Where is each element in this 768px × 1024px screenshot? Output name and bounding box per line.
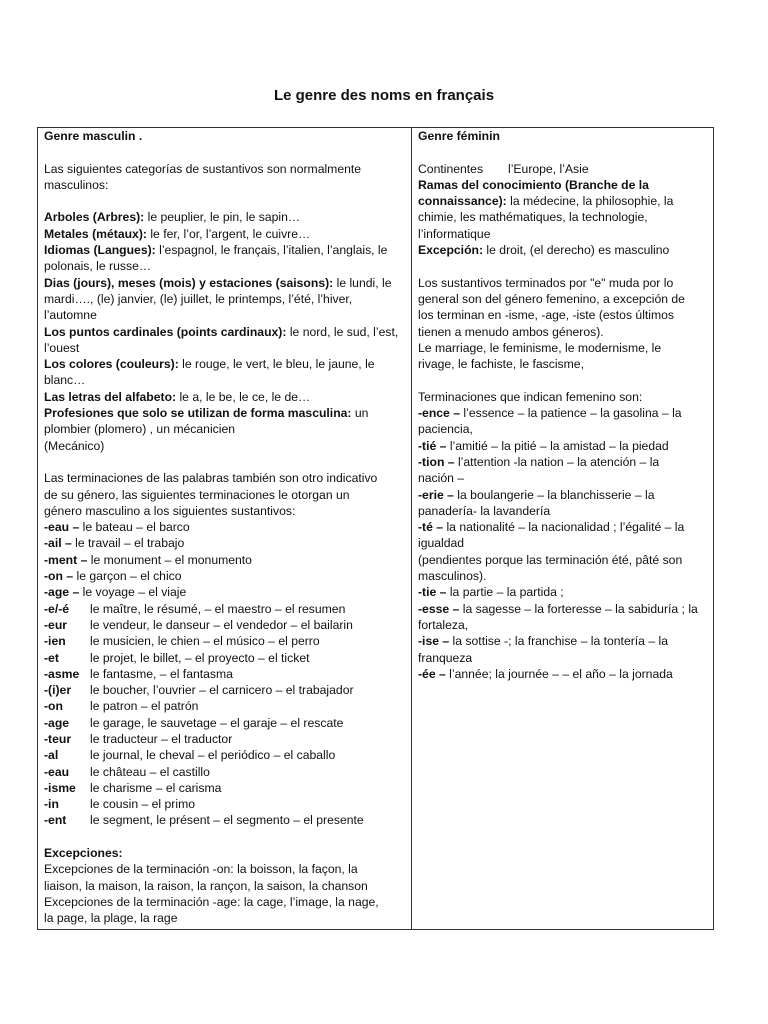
ending-item: -(i)er le boucher, l’ouvrier – el carnicero – el trabajador [44,683,354,698]
branches-item: connaissance): la médecine, la philosophie, la [418,194,674,209]
mute-e-line: tienen a menudo ambos géneros). [418,324,604,339]
fem-ending-item-cont: igualdad [418,536,465,551]
fem-ending-item-cont: nación – [418,471,465,486]
fem-ending-item: -ence – l’essence – la patience – la gasolina – la [418,406,682,421]
category-item-cont: polonais, le russe… [44,259,152,274]
fem-ending-item: -tie – la partie – la partida ; [418,585,564,600]
category-item: Dias (jours), meses (mois) y estaciones (saisons): le lundi, le [44,275,392,290]
mute-e-line: los terminan en -isme, -age, -iste (estos últimos [418,308,675,323]
category-item: Arboles (Arbres): le peuplier, le pin, le sapin… [44,210,301,225]
ending-item: -et le projet, le billet, – el proyecto – el ticket [44,650,310,665]
endings-intro-line: Las terminaciones de las palabras también son otro indicativo [44,471,378,486]
category-item: Metales (métaux): le fer, l’or, l’argent, le cuivre… [44,226,311,241]
fem-ending-item: -tié – l’amitié – la pitié – la amistad – la piedad [418,438,669,453]
column-divider [411,128,412,929]
fem-ending-item: -ise – la sottise -; la franchise – la tontería – la [418,634,668,649]
ending-item: -in le cousin – el primo [44,797,195,812]
ending-item: -ent le segment, le présent – el segmento – el presente [44,813,364,828]
fem-ending-item-cont: paciencia, [418,422,473,437]
category-item: Idiomas (Langues): l’espagnol, le français, l’italien, l’anglais, le [44,243,388,258]
mute-e-line: general son del género femenino, a excepción de [418,291,685,306]
endings-intro-line: género masculino a los siguientes sustantivos: [44,503,296,518]
mute-e-line: Le marriage, le feminisme, le modernisme, le [418,340,662,355]
ending-item: -ien le musicien, le chien – el músico – el perro [44,634,320,649]
ending-item: -eau – le bateau – el barco [44,520,190,535]
feminine-heading: Genre féminin [418,129,500,143]
ending-item: -on le patron – el patrón [44,699,199,714]
ending-item: -asme le fantasme, – el fantasma [44,666,233,681]
fem-ending-item: -ée – l’année; la journée – – el año – la jornada [418,666,673,681]
category-item-cont: plombier (plomero) , un mécanicien [44,422,236,437]
category-item: Las letras del alfabeto: le a, le be, le ce, le de… [44,389,311,404]
category-item: Los colores (couleurs): le rouge, le vert, le bleu, le jaune, le [44,357,375,372]
ending-item: -e/-é le maître, le résumé, – el maestro – el resumen [44,601,346,616]
ending-item: -eau le château – el castillo [44,764,210,779]
mute-e-line: rivage, le fachiste, le fascisme, [418,357,584,372]
ending-item: -age le garage, le sauvetage – el garaje – el rescate [44,715,344,730]
masculine-heading: Genre masculin . [44,129,143,143]
ending-item: -eur le vendeur, le danseur – el vendedor – el bailarin [44,617,353,632]
branches-item-cont: l’informatique [418,226,491,241]
mute-e-line: Los sustantivos terminados por "e" muda por lo [418,275,674,290]
fem-ending-item-cont: (pendientes porque las terminación été, pâté son [418,552,683,567]
masculine-intro-line: masculinos: [44,177,109,192]
fem-endings-intro: Terminaciones que indican femenino son: [418,389,643,404]
masculine-intro-line: Las siguientes categorías de sustantivos son normalmente [44,161,362,176]
branches-item-cont: chimie, les mathématiques, la technologie, [418,210,648,225]
ending-item: -age – le voyage – el viaje [44,585,187,600]
fem-ending-item: -erie – la boulangerie – la blanchisserie – la [418,487,655,502]
category-item-cont: mardi…., (le) janvier, (le) juillet, le printemps, l’été, l’hiver, [44,291,353,306]
exceptions-heading: Excepciones: [44,846,123,861]
ending-item: -al le journal, le cheval – el periódico – el caballo [44,748,336,763]
page-title: Le genre des noms en français [273,87,495,104]
fem-ending-item-cont: franqueza [418,650,473,665]
endings-intro-line: de su género, las siguientes terminaciones le otorgan un [44,487,350,502]
category-item: Los puntos cardinales (points cardinaux): le nord, le sud, l’est, [44,324,399,339]
category-item-cont: (Mecánico) [44,438,105,453]
masculine-column [44,128,404,927]
exception-item: Excepción: le droit, (el derecho) es masculino [418,243,670,258]
category-item-cont: l’ouest [44,340,80,355]
category-item-cont: l’automne [44,308,97,323]
fem-ending-item: -té – la nationalité – la nacionalidad ; l’égalité – la [418,520,685,535]
feminine-column [418,128,709,682]
ending-item: -on – le garçon – el chico [44,569,182,584]
fem-ending-item: -esse – la sagesse – la forteresse – la sabiduría ; la [418,601,698,616]
category-item: Profesiones que solo se utilizan de forma masculina: un [44,406,369,421]
fem-ending-item-cont: masculinos). [418,569,487,584]
ending-item: -teur le traducteur – el traductor [44,731,233,746]
ending-item: -ail – le travail – el trabajo [44,536,185,551]
branches-item: Ramas del conocimiento (Branche de la [418,177,649,192]
ending-item: -ment – le monument – el monumento [44,552,252,567]
exceptions-line: la page, la plage, la rage [44,911,178,926]
two-column-table [37,127,714,930]
ending-item: -isme le charisme – el carisma [44,780,222,795]
fem-ending-item-cont: panadería- la lavandería [418,503,551,518]
exceptions-line: liaison, la maison, la raison, la rançon, la saison, la chanson [44,878,368,893]
continents-item: Continentes l’Europe, l’Asie [418,161,589,176]
fem-ending-item: -tion – l’attention -la nation – la atención – la [418,454,660,469]
exceptions-line: Excepciones de la terminación -age: la cage, l’image, la nage, [44,894,379,909]
fem-ending-item-cont: fortaleza, [418,617,469,632]
exceptions-line: Excepciones de la terminación -on: la boisson, la façon, la [44,862,358,877]
category-item-cont: blanc… [44,373,86,388]
